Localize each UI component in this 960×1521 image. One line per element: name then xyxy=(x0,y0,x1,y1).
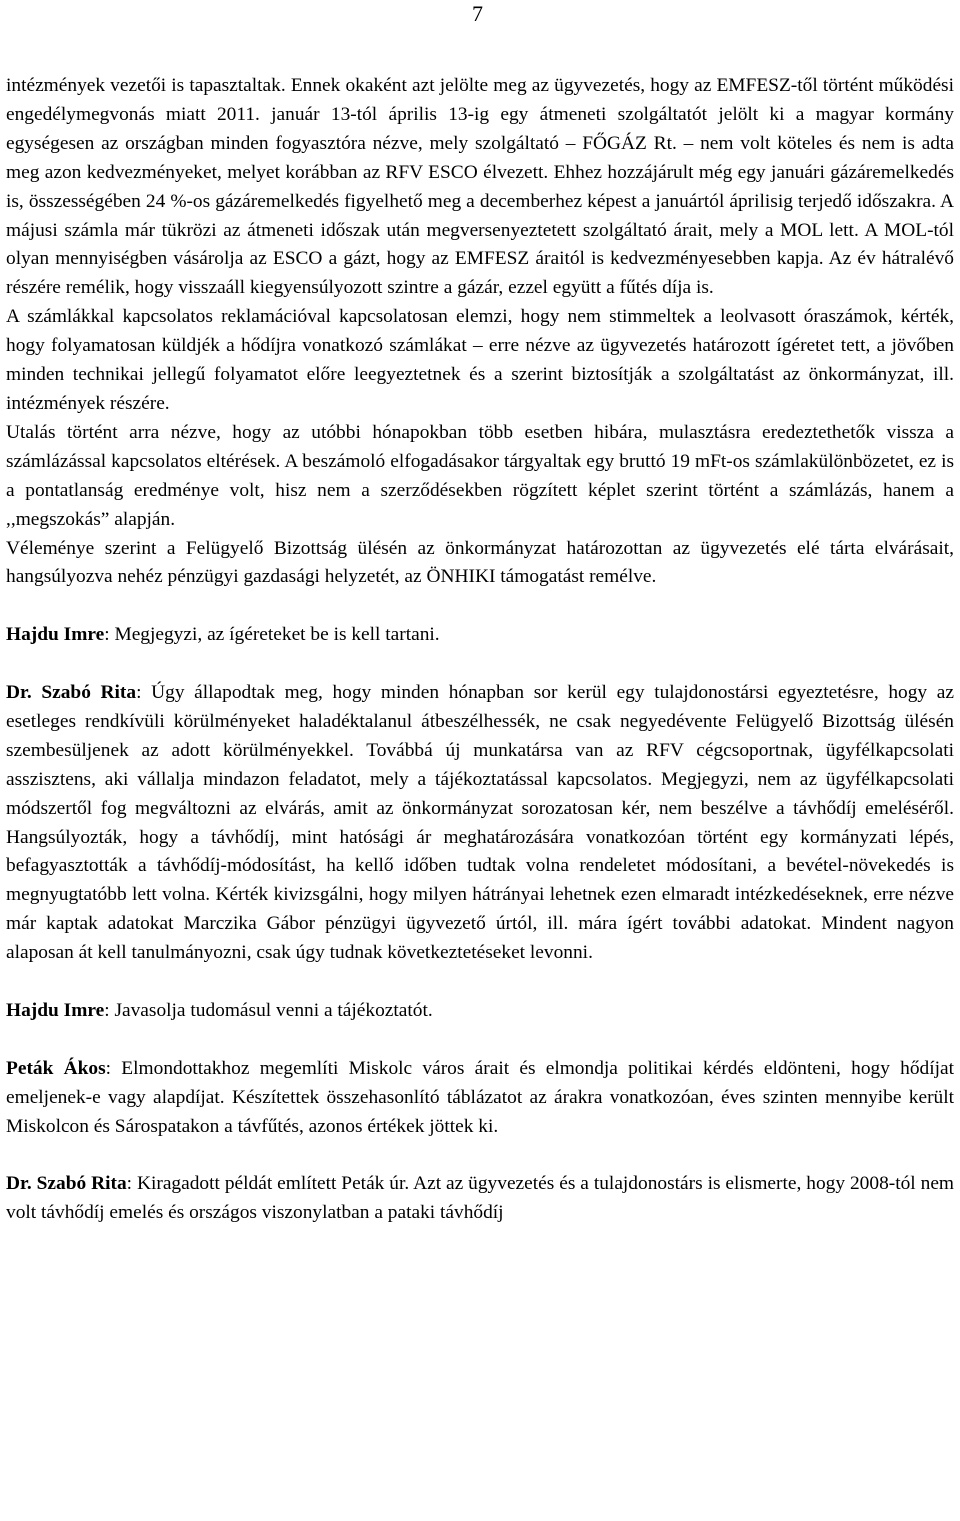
statement-szabo-1 xyxy=(6,679,954,968)
statement-text: : Elmondottakhoz megemlíti Miskolc város árait és elmondja politikai kérdés eldönteni, hogy hődíjat emeljenek-e vagy alapdíjat. Készítettek összehasonlító táblázatot az árakra vonatkozóan, éves szinten mennyibe került Miskolcon és Sárospatakon a távfűtés, azonos értékek jöttek ki. xyxy=(6,1057,955,1137)
speaker-name: Hajdu Imre xyxy=(6,624,105,646)
paragraph-gas-price: intézmények vezetői is tapasztaltak. Ennek okaként azt jelölte meg az ügyvezetés, hogy az EMFESZ-től történt működési engedélymegvonás miatt 2011. január 13-tól április 13-ig egy átmeneti szolgáltatót jelölt ki a magyar kormány egységesen az országban minden fogyasztóra nézve, mely szolgáltató – FŐGÁZ Rt. – nem volt köteles és nem is adta meg azon kedvezményeket, melyet korábban az RFV ESCO élvezett. Ehhez hozzájárult még egy januári gázáremelkedés is, összességében 24 %-os gázáremelkedés figyelhető meg a decemberhez képest a januártól áprilisig terjedő időszakra. A májusi számla már tükrözi az átmeneti időszak után megversenyeztetett szolgáltató árait, mely a MOL lett. A MOL-tól olyan mennyiségben vásárolja az ESCO a gázt, hogy az EMFESZ áraitól is kedvezményesebben kapja. Az év hátralévő részére remélik, hogy visszaáll kiegyensúlyozott szintre a gázár, ezzel együtt a fűtés díja is. xyxy=(6,75,954,299)
statement-petak xyxy=(6,1055,954,1142)
statement-szabo-2 xyxy=(6,1170,954,1228)
statement-text: : Úgy állapodtak meg, hogy minden hónapban sor kerül egy tulajdonostársi egyeztetésre, hogy az esetleges rendkívüli körülményeket haladéktalanul átbeszélhessék, ne csak negyedévente Felügyelő Bizottság ülésén szembesüljenek az adott körülményekkel. Továbbá új munkatársa van az RFV cégcsoportnak, ügyfélkapcsolati asszisztens, aki vállalja mindazon feladatot, mely a tájékoztatással kapcsolatos. Megjegyzi, nem az ügyfélkapcsolati módszertől fog megváltozni az elvárás, amit az önkormányzat sorozatosan kér, nem beszélve a távhődíj emeléséről. Hangsúlyozták, hogy a távhődíj, mint hatósági ár meghatározására vonatkozóan történt egy kormányzati lépés, befagyasztották a távhődíj-módosítást, ha kellő időben tudtak volna rendeletet módosítani, a bevétel-növekedés is megnyugtatóbb lett volna. Kérték kivizsgálni, hogy milyen hátrányai lehetnek ezen elmaradt intézkedéseknek, erre nézve már kaptak adatokat Marczika Gábor pénzügyi ügyvezető úrtól, ill. mára ígért további adatokat. Mindent nagyon alaposan át kell tanulmányozni, csak úgy tudnak következtetéseket levonni. xyxy=(6,682,954,964)
statement-hajdu-2 xyxy=(6,997,954,1026)
paragraph-supervisory-board: Véleménye szerint a Felügyelő Bizottság ülésén az önkormányzat határozottan az ügyvezetés elé tárta elvárásait, hangsúlyozva nehéz pénzügyi gazdasági helyzetét, az ÖNHIKI támogatást remélve. xyxy=(6,537,954,588)
page-number: 7 xyxy=(472,1,483,26)
statement-text: : Kiragadott példát említett Peták úr. Azt az ügyvezetés és a tulajdonostárs is elismerte, hogy 2008-tól nem volt távhődíj emelés és országos viszonylatban a pataki távhődíj xyxy=(6,1173,955,1224)
statement-text: : Megjegyzi, az ígéreteket be is kell tartani. xyxy=(104,624,440,646)
speaker-name: Szabó Rita xyxy=(41,682,137,703)
paragraph-billing-errors: Utalás történt arra nézve, hogy az utóbbi hónapokban több esetben hibára, mulasztásra eredeztethetők vissza a számlázással kapcsolatos eltérések. A beszámoló elfogadásakor tárgyaltak egy bruttó 19 mFt-os számlakülönbözetet, ez is a pontatlanság eredménye volt, hisz nem a szerződésekben rögzített képlet szerint történt a számlázás, hanem a ,,megszokás” alapján. xyxy=(6,421,954,530)
speaker-name: Dr. Szabó Rita xyxy=(6,1173,127,1195)
speaker-name: Peták Ákos xyxy=(6,1057,106,1079)
speaker-name: Hajdu Imre xyxy=(6,999,105,1021)
document-body xyxy=(6,72,954,1228)
speaker-prefix: Dr. xyxy=(6,682,42,703)
paragraph-complaints: A számlákkal kapcsolatos reklamációval kapcsolatosan elemzi, hogy nem stimmeltek a leolvasott óraszámok, kérték, hogy folyamatosan küldjék a hődíjra vonatkozó számlákat – erre nézve az ügyvezetés határozott ígéretet tett, a jövőben minden technikai jellegű folyamatot előre leegyeztetnek és a szerint biztosítják a szolgáltatást az önkormányzat, ill. intézmények részére. xyxy=(6,306,954,414)
statement-text: : Javasolja tudomásul venni a tájékoztatót. xyxy=(104,999,433,1021)
statement-hajdu-1 xyxy=(6,621,954,650)
